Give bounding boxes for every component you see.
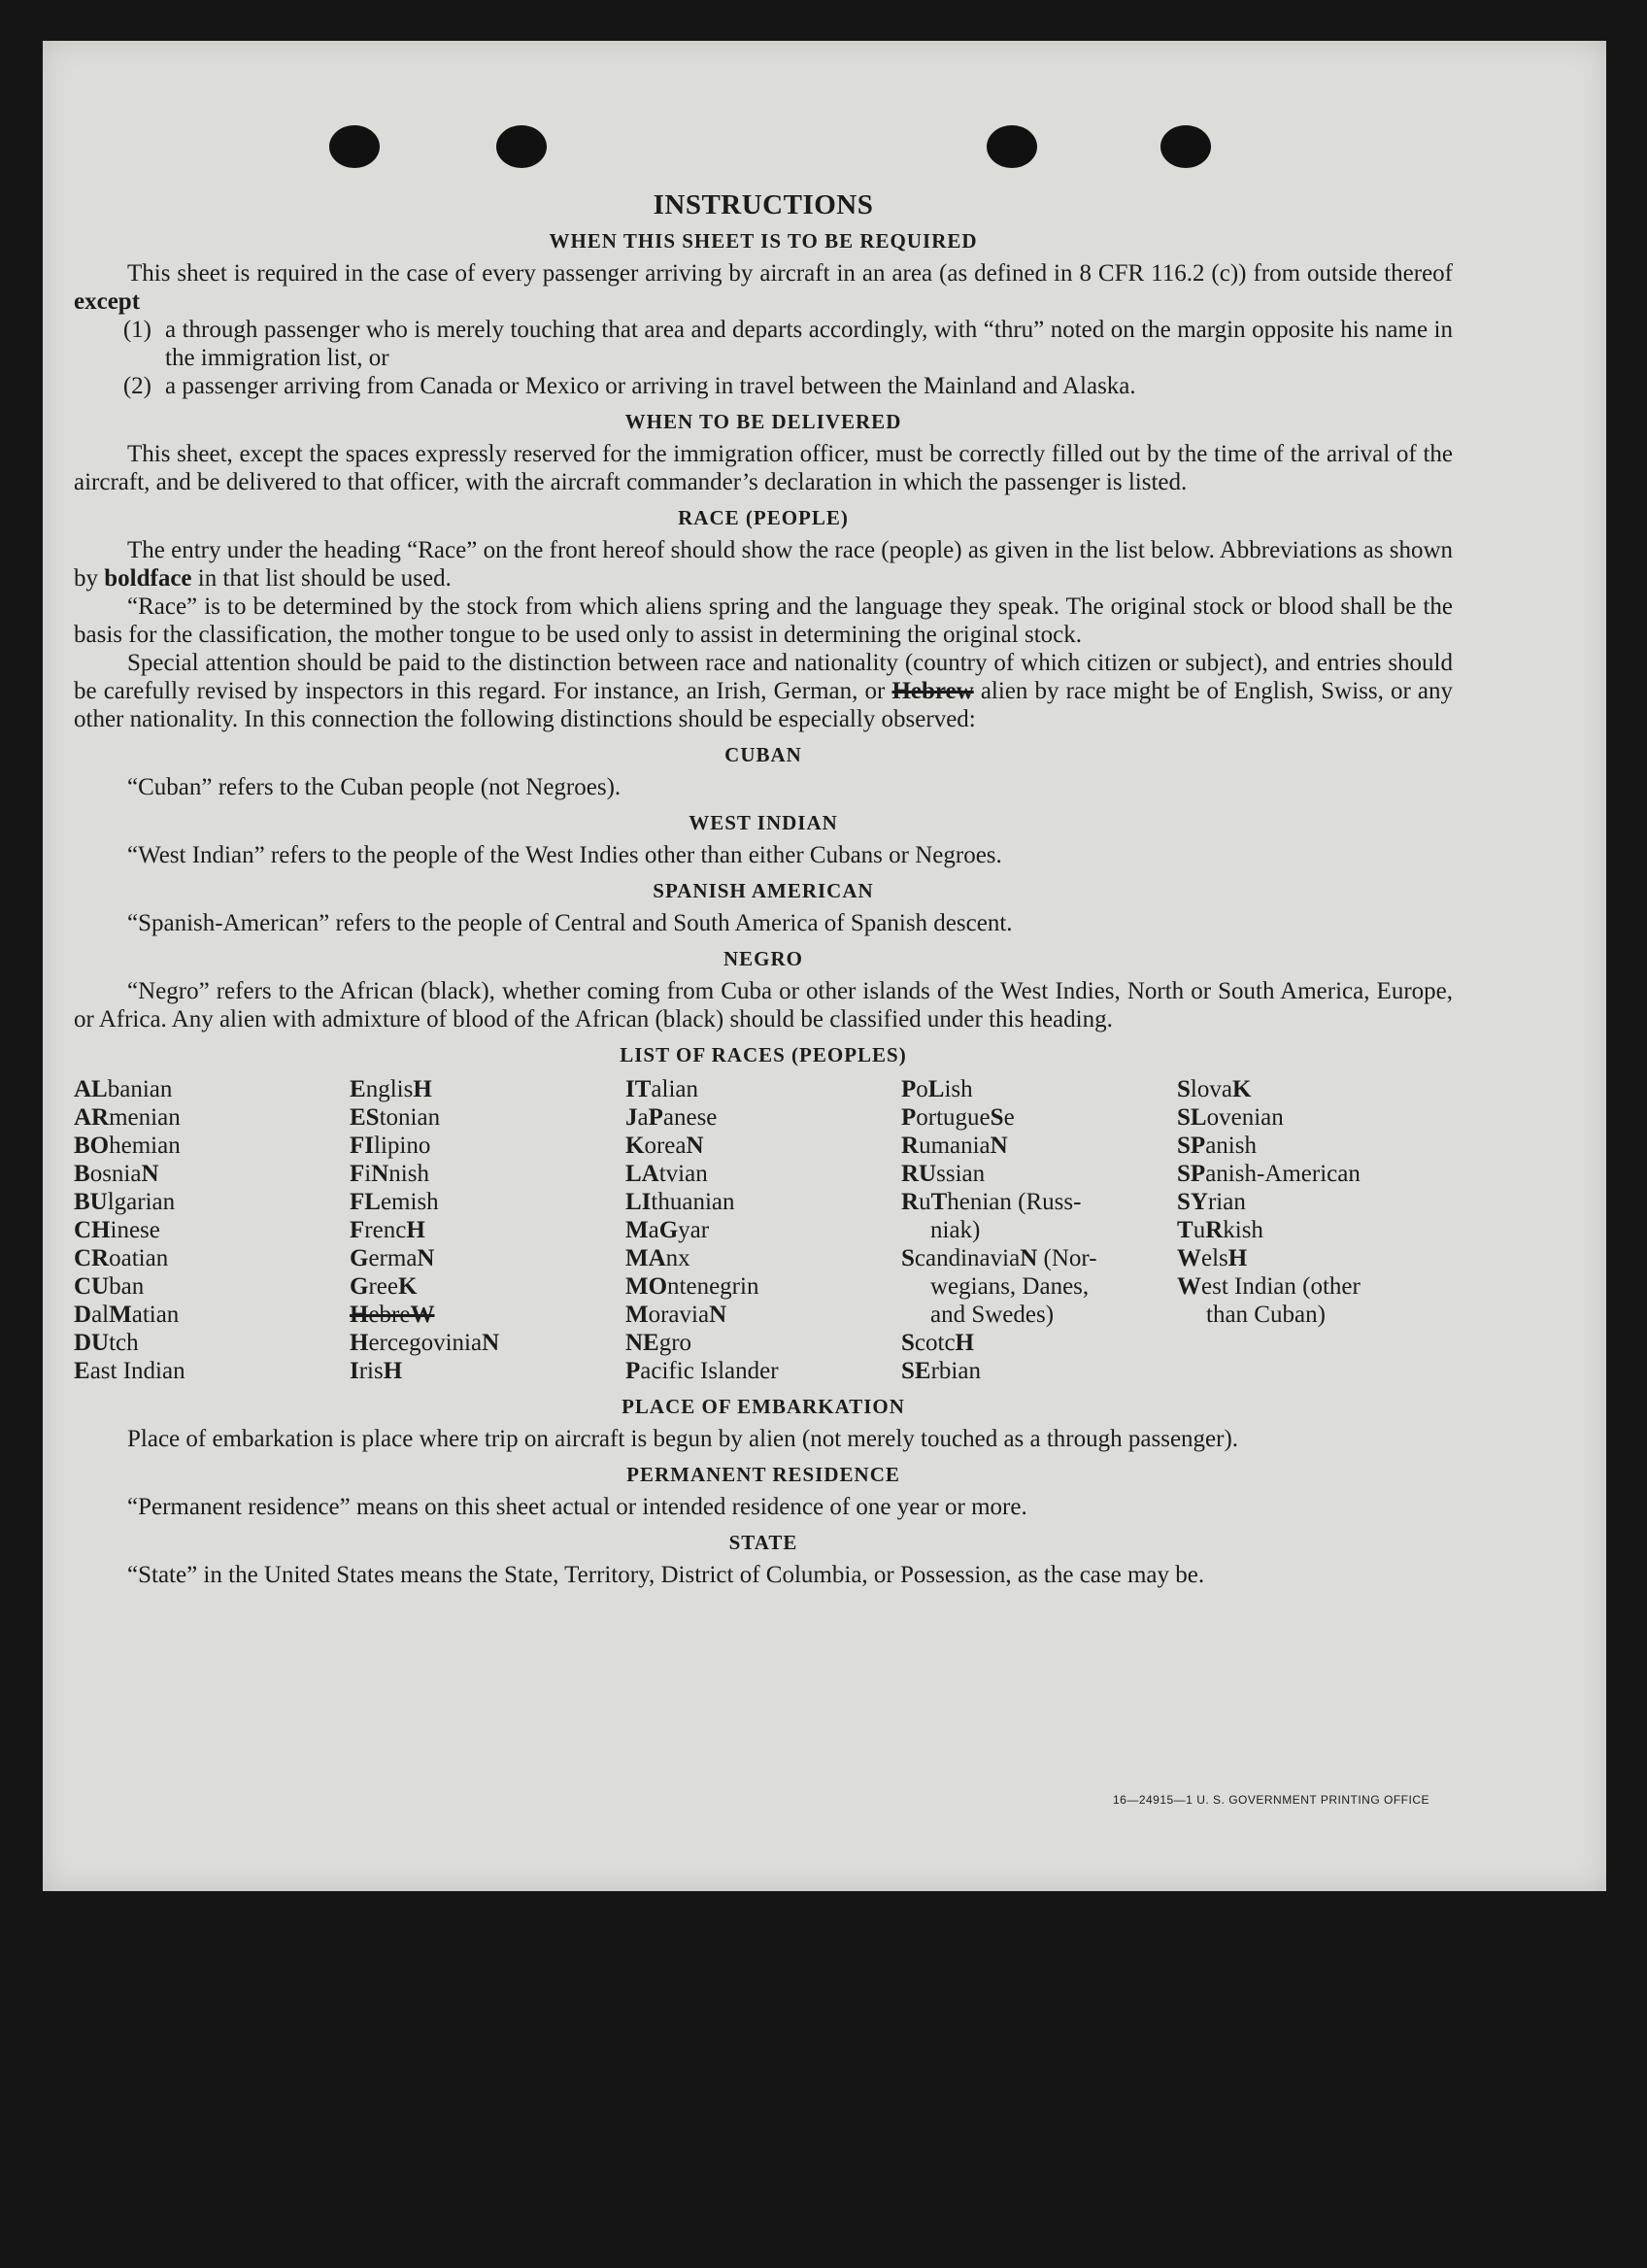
race-entry: Pacific Islander xyxy=(625,1358,779,1384)
race-entry: CHinese xyxy=(74,1217,160,1243)
section-heading: RACE (PEOPLE) xyxy=(678,506,849,529)
section-heading: SPANISH AMERICAN xyxy=(653,879,874,902)
race-entry: ScandinaviaN (Nor- xyxy=(901,1245,1097,1271)
race-entry: MOntenegrin xyxy=(625,1273,759,1300)
paragraph: “West Indian” refers to the people of the West Indies other than either Cubans or Negroes. xyxy=(127,842,1002,868)
race-entry: ScotcH xyxy=(901,1330,974,1356)
paragraph: “State” in the United States means the State, Territory, District of Columbia, or Possession, as the case may be. xyxy=(127,1562,1205,1588)
race-entry: ALbanian xyxy=(74,1076,173,1102)
race-entry: RUssian xyxy=(901,1161,986,1187)
race-entry: niak) xyxy=(930,1217,981,1243)
race-entry: DUtch xyxy=(74,1330,139,1356)
race-entry: wegians, Danes, xyxy=(930,1273,1090,1300)
race-entry: RuThenian (Russ- xyxy=(901,1189,1082,1215)
paragraph: “Spanish-American” refers to the people of Central and South America of Spanish descent. xyxy=(127,910,1013,936)
section-heading: PERMANENT RESIDENCE xyxy=(626,1463,900,1486)
punch-hole xyxy=(329,125,380,168)
race-entry: IrisH xyxy=(350,1358,403,1384)
race-entry: BOhemian xyxy=(74,1133,181,1159)
race-entry: SLovenian xyxy=(1177,1104,1284,1131)
race-entry: RumaniaN xyxy=(901,1133,1008,1159)
race-entry: than Cuban) xyxy=(1206,1302,1326,1328)
section-heading: PLACE OF EMBARKATION xyxy=(622,1395,905,1418)
race-entry: LIthuanian xyxy=(625,1189,735,1215)
race-entry: CRoatian xyxy=(74,1245,169,1271)
page-title: INSTRUCTIONS xyxy=(653,189,874,220)
section-heading: CUBAN xyxy=(724,743,802,766)
section-heading: NEGRO xyxy=(723,947,803,970)
race-entry: BosniaN xyxy=(74,1161,159,1187)
race-column xyxy=(901,1075,1177,1385)
section-heading: WEST INDIAN xyxy=(689,811,838,834)
race-entry: JaPanese xyxy=(625,1104,718,1131)
printer-mark: 16—24915—1 U. S. GOVERNMENT PRINTING OFFICE xyxy=(1112,1793,1429,1807)
race-entry: SPanish xyxy=(1177,1133,1257,1159)
race-entry: FIlipino xyxy=(350,1133,431,1159)
race-entry: PoLish xyxy=(901,1076,973,1102)
document-sheet xyxy=(43,41,1606,1891)
race-entry: DalMatian xyxy=(74,1302,180,1328)
condition-item: (2) a passenger arriving from Canada or Mexico or arriving in travel between the Mainland and Alaska. xyxy=(122,373,1136,399)
section-heading: LIST OF RACES (PEOPLES) xyxy=(620,1043,907,1066)
race-entry: TuRkish xyxy=(1177,1217,1263,1243)
race-entry: GermaN xyxy=(350,1245,435,1271)
punch-hole xyxy=(496,125,547,168)
punch-hole xyxy=(1160,125,1211,168)
paragraph: This sheet is required in the case of every passenger arriving by aircraft in an area (as defined in 8 CFR 116.2 (c)) from outside thereof except xyxy=(74,260,1453,315)
paragraph: Special attention should be paid to the distinction between race and nationality (country of which citizen or subject), and entries should be carefully revised by inspectors in this regard. For instance, an Irish, German, or Hebrew alien by race might be of English, Swiss, or any other nationality. In this connection the following distinctions should be especially observed: xyxy=(74,650,1454,732)
race-entry: HercegoviniaN xyxy=(350,1330,500,1356)
race-entry: CUban xyxy=(74,1273,145,1300)
race-entry: HebreW xyxy=(350,1302,435,1328)
paragraph: This sheet, except the spaces expressly reserved for the immigration officer, must be correctly filled out by the time of the arrival of the aircraft, and be delivered to that officer, with the aircraft commander’s declaration in which the passenger is listed. xyxy=(74,441,1453,495)
race-column xyxy=(350,1075,625,1385)
race-column xyxy=(74,1075,350,1385)
punch-hole xyxy=(987,125,1037,168)
race-entry: PortugueSe xyxy=(901,1104,1015,1131)
paragraph: “Negro” refers to the African (black), whether coming from Cuba or other islands of the West Indies, North or South America, Europe, or Africa. Any alien with admixture of blood of the African (black) should be classified under this heading. xyxy=(74,978,1453,1032)
race-entry: ITalian xyxy=(625,1076,698,1102)
race-entry: FLemish xyxy=(350,1189,439,1215)
race-entry: West Indian (other xyxy=(1177,1273,1361,1300)
race-entry: and Swedes) xyxy=(930,1302,1055,1328)
instructions-body xyxy=(74,191,1453,1589)
condition-item: (1) a through passenger who is merely touching that area and departs accordingly, with “thru” noted on the margin opposite his name in the immigration list, or xyxy=(122,317,1453,371)
race-entry: SlovaK xyxy=(1177,1076,1252,1102)
paragraph: Place of embarkation is place where trip on aircraft is begun by alien (not merely touched as a through passenger). xyxy=(127,1426,1239,1452)
race-entry: WelsH xyxy=(1177,1245,1248,1271)
race-entry: FrencH xyxy=(350,1217,425,1243)
race-entry: MAnx xyxy=(625,1245,690,1271)
race-entry: EStonian xyxy=(350,1104,441,1131)
section-heading: STATE xyxy=(728,1531,798,1554)
race-entry: LAtvian xyxy=(625,1161,708,1187)
race-column xyxy=(625,1075,901,1385)
race-list xyxy=(74,1075,1453,1385)
race-entry: NEgro xyxy=(625,1330,692,1356)
race-entry: MoraviaN xyxy=(625,1302,727,1328)
section-heading: WHEN TO BE DELIVERED xyxy=(624,410,902,433)
paragraph: “Cuban” refers to the Cuban people (not Negroes). xyxy=(127,774,622,800)
race-entry: EnglisH xyxy=(350,1076,432,1102)
race-entry: ARmenian xyxy=(74,1104,181,1131)
paragraph: “Permanent residence” means on this sheet actual or intended residence of one year or more. xyxy=(127,1494,1027,1520)
race-entry: SPanish-American xyxy=(1177,1161,1361,1187)
race-entry: East Indian xyxy=(74,1358,185,1384)
race-entry: SErbian xyxy=(901,1358,981,1384)
race-column xyxy=(1177,1075,1453,1385)
race-entry: SYrian xyxy=(1177,1189,1246,1215)
race-entry: KoreaN xyxy=(625,1133,704,1159)
race-entry: MaGyar xyxy=(625,1217,710,1243)
race-entry: GreeK xyxy=(350,1273,418,1300)
race-entry: BUlgarian xyxy=(74,1189,176,1215)
paragraph: The entry under the heading “Race” on the front hereof should show the race (people) as given in the list below. Abbreviations as shown by boldface in that list should be used. xyxy=(74,537,1453,592)
paragraph: “Race” is to be determined by the stock from which aliens spring and the language they speak. The original stock or blood shall be the basis for the classification, the mother tongue to be used only to assist in determining the original stock. xyxy=(74,593,1453,648)
section-heading: WHEN THIS SHEET IS TO BE REQUIRED xyxy=(549,229,978,253)
race-entry: FiNnish xyxy=(350,1161,429,1187)
